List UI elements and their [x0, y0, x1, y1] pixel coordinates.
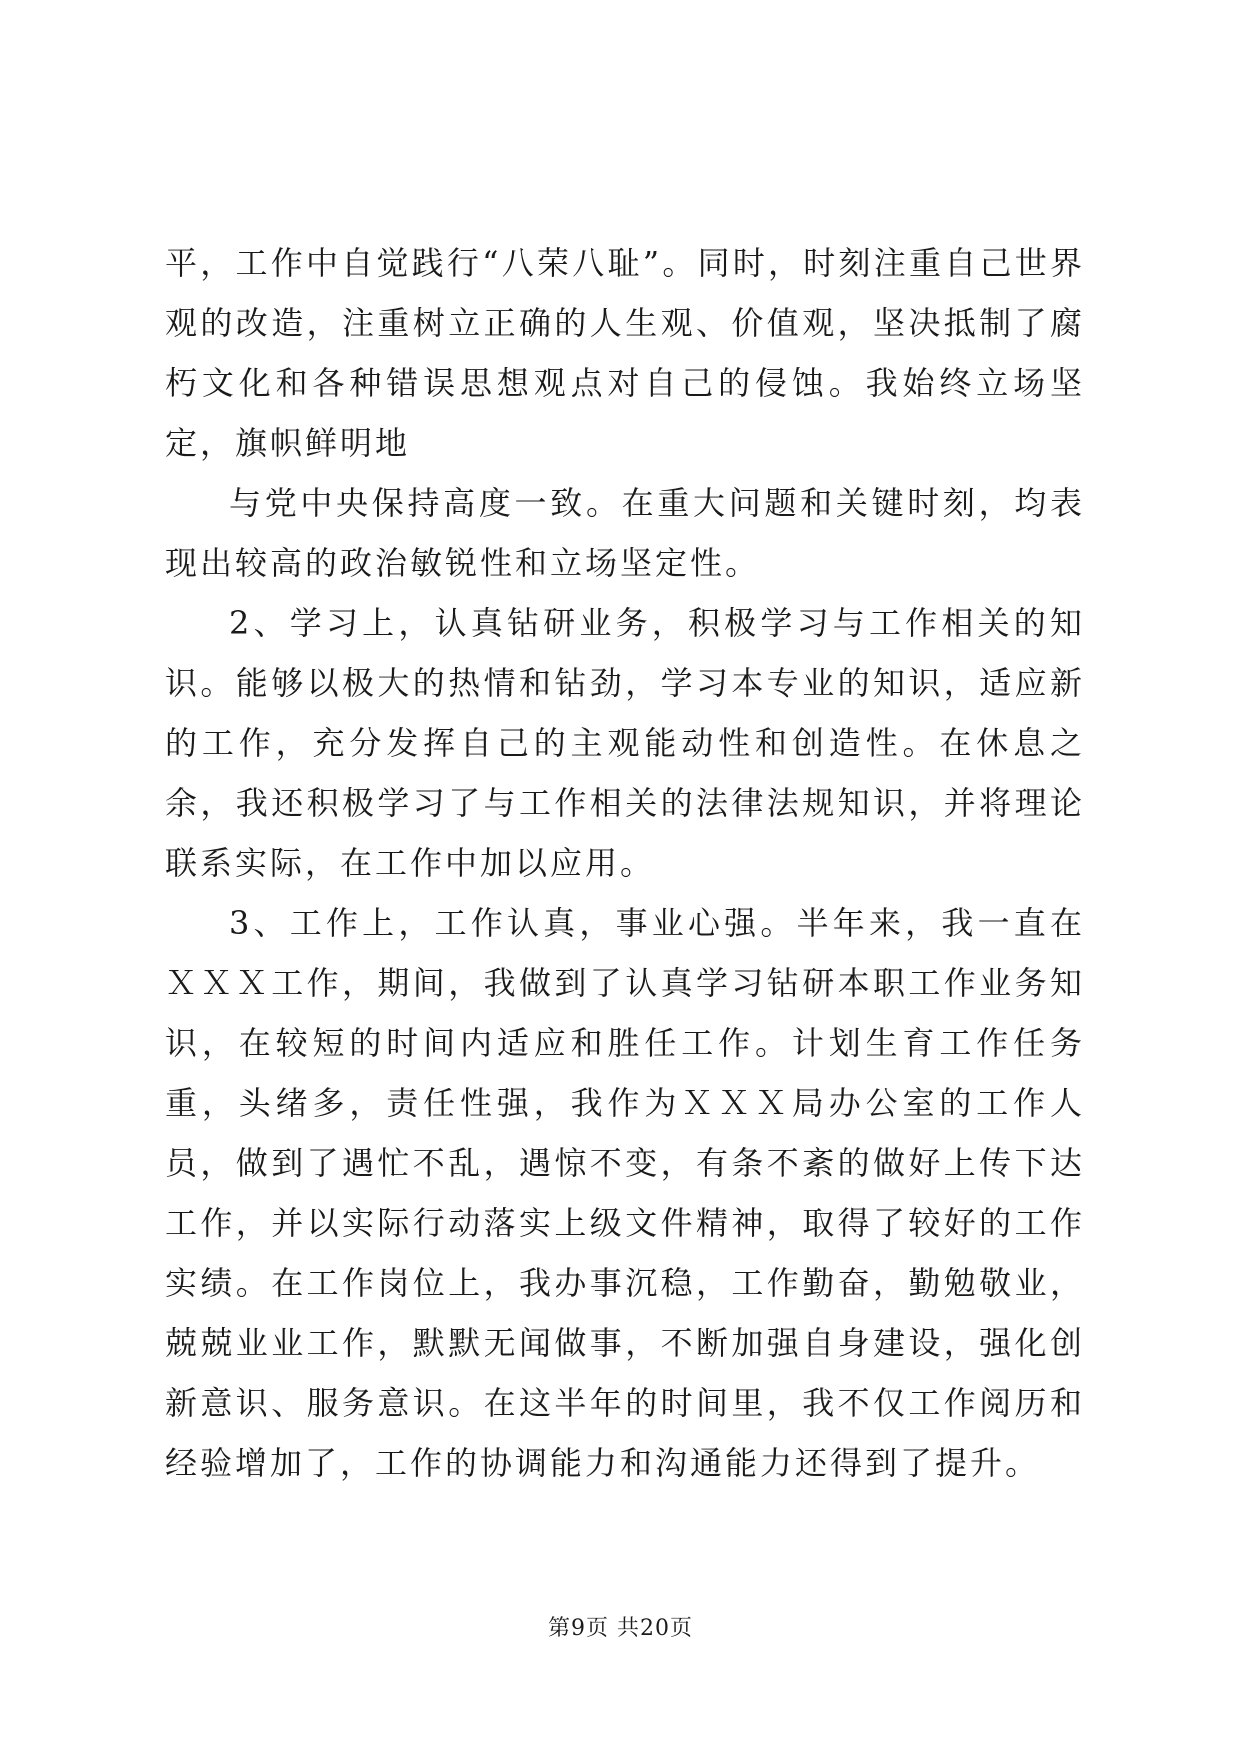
page-footer: 第9页 共20页 [548, 1616, 693, 1641]
paragraph-party-alignment: 与党中央保持高度一致。在重大问题和关键时刻，均表现出较高的政治敏锐性和立场坚定性。 [165, 484, 1085, 582]
paragraph-study: 2、学习上，认真钻研业务，积极学习与工作相关的知识。能够以极大的热情和钻劲，学习本专业的知识，适应新的工作，充分发挥自己的主观能动性和创造性。在休息之余，我还积极学习了与工作相关的法律法规知识，并将理论联系实际，在工作中加以应用。 [165, 604, 1085, 882]
paragraph-continuation: 平，工作中自觉践行“八荣八耻”。同时，时刻注重自己世界观的改造，注重树立正确的人生观、价值观，坚决抵制了腐朽文化和各种错误思想观点对自己的侵蚀。我始终立场坚定，旗帜鲜明地 [165, 244, 1085, 462]
document-body [165, 233, 1085, 1493]
paragraph-work: 3、工作上，工作认真，事业心强。半年来，我一直在ＸＸＸ工作，期间，我做到了认真学习钻研本职工作业务知识，在较短的时间内适应和胜任工作。计划生育工作任务重，头绪多，责任性强，我作为ＸＸＸ局办公室的工作人员，做到了遇忙不乱，遇惊不变，有条不紊的做好上传下达工作，并以实际行动落实上级文件精神，取得了较好的工作实绩。在工作岗位上，我办事沉稳，工作勤奋，勤勉敬业，兢兢业业工作，默默无闻做事，不断加强自身建设，强化创新意识、服务意识。在这半年的时间里，我不仅工作阅历和经验增加了，工作的协调能力和沟通能力还得到了提升。 [165, 904, 1085, 1482]
